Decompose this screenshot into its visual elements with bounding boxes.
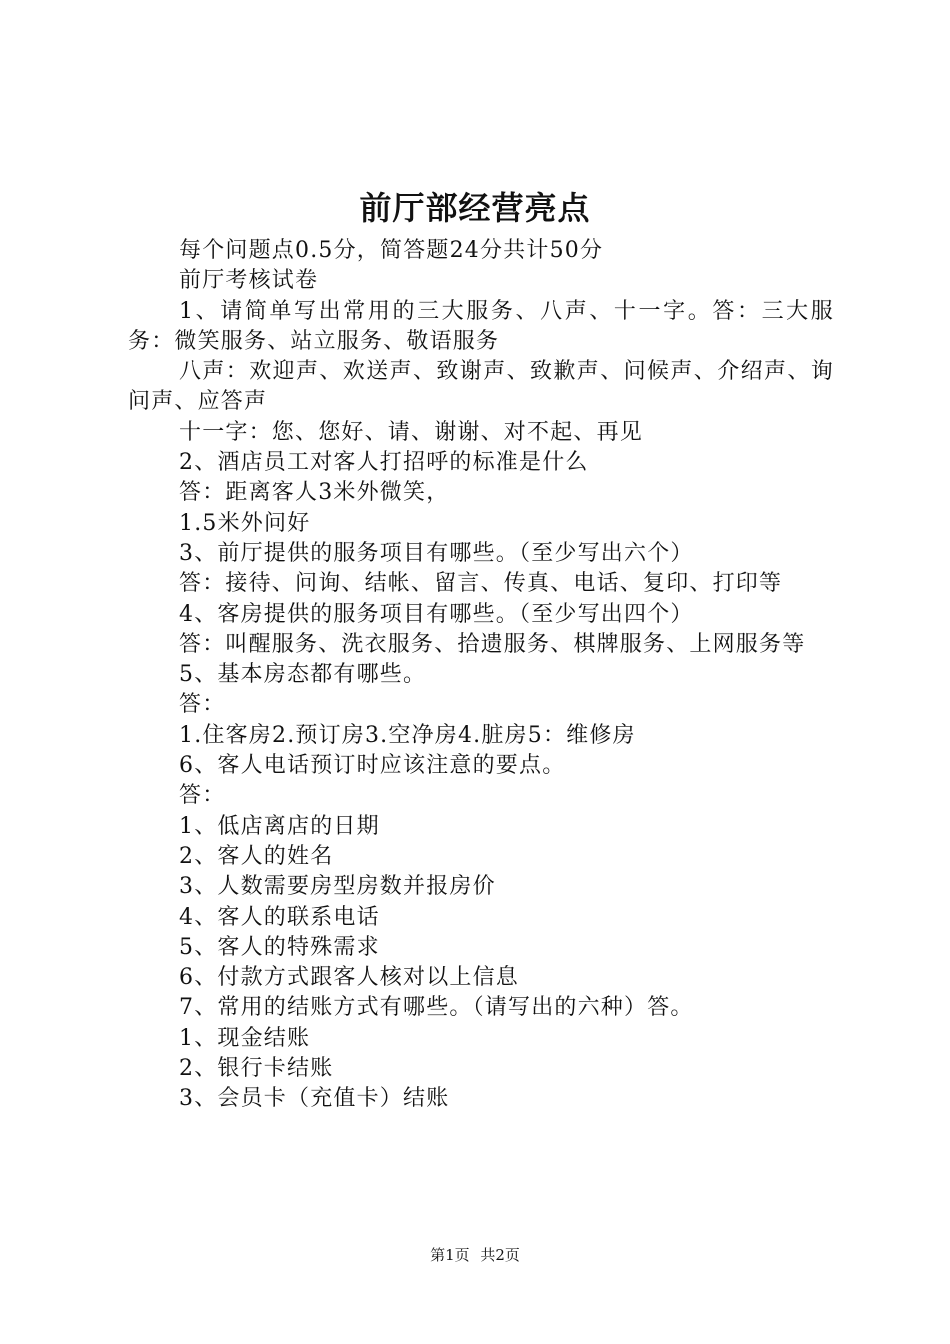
paragraph: 八声：欢迎声、欢送声、致谢声、致歉声、问候声、介绍声、询问声、应答声 — [128, 359, 834, 415]
paragraph: 答：叫醒服务、洗衣服务、拾遗服务、棋牌服务、上网服务等 — [179, 631, 806, 657]
document-body — [128, 236, 834, 1115]
paragraph: 2、客人的姓名 — [179, 843, 334, 869]
paragraph: 1、低店离店的日期 — [179, 813, 380, 839]
paragraph: 1.住客房2.预订房3.空净房4.脏房5：维修房 — [179, 722, 636, 748]
paragraph: 答：距离客人3米外微笑， — [179, 480, 450, 506]
paragraph: 1、现金结账 — [179, 1025, 311, 1051]
paragraph: 6、付款方式跟客人核对以上信息 — [179, 965, 519, 991]
paragraph: 前厅考核试卷 — [179, 268, 319, 294]
paragraph: 答： — [179, 783, 226, 809]
paragraph: 答： — [179, 692, 226, 718]
page-total: 共2页 — [480, 1246, 520, 1264]
paragraph: 6、客人电话预订时应该注意的要点。 — [179, 753, 566, 779]
paragraph: 答：接待、问询、结帐、留言、传真、电话、复印、打印等 — [179, 571, 783, 597]
paragraph: 每个问题点0.5分，简答题24分共计50分 — [179, 238, 604, 263]
paragraph: 十一字：您、您好、请、谢谢、对不起、再见 — [179, 419, 644, 445]
paragraph: 5、基本房态都有哪些。 — [179, 662, 427, 688]
paragraph: 3、人数需要房型房数并报房价 — [179, 874, 496, 900]
paragraph: 2、银行卡结账 — [179, 1056, 334, 1082]
document-title: 前厅部经营亮点 — [359, 189, 591, 227]
paragraph: 3、前厅提供的服务项目有哪些。（至少写出六个） — [179, 540, 694, 566]
page-footer — [0, 1244, 950, 1266]
paragraph: 7、常用的结账方式有哪些。（请写出的六种）答。 — [179, 995, 694, 1021]
paragraph: 5、客人的特殊需求 — [179, 934, 380, 960]
paragraph: 1.5米外问好 — [179, 510, 311, 536]
paragraph: 1、请简单写出常用的三大服务、八声、十一字。答：三大服务：微笑服务、站立服务、敬语服务 — [128, 298, 834, 354]
paragraph: 4、客房提供的服务项目有哪些。（至少写出四个） — [179, 601, 694, 627]
paragraph: 2、酒店员工对客人打招呼的标准是什么 — [179, 450, 589, 476]
page-number: 第1页 — [430, 1246, 470, 1264]
paragraph: 4、客人的联系电话 — [179, 904, 380, 930]
paragraph: 3、会员卡（充值卡）结账 — [179, 1086, 450, 1112]
